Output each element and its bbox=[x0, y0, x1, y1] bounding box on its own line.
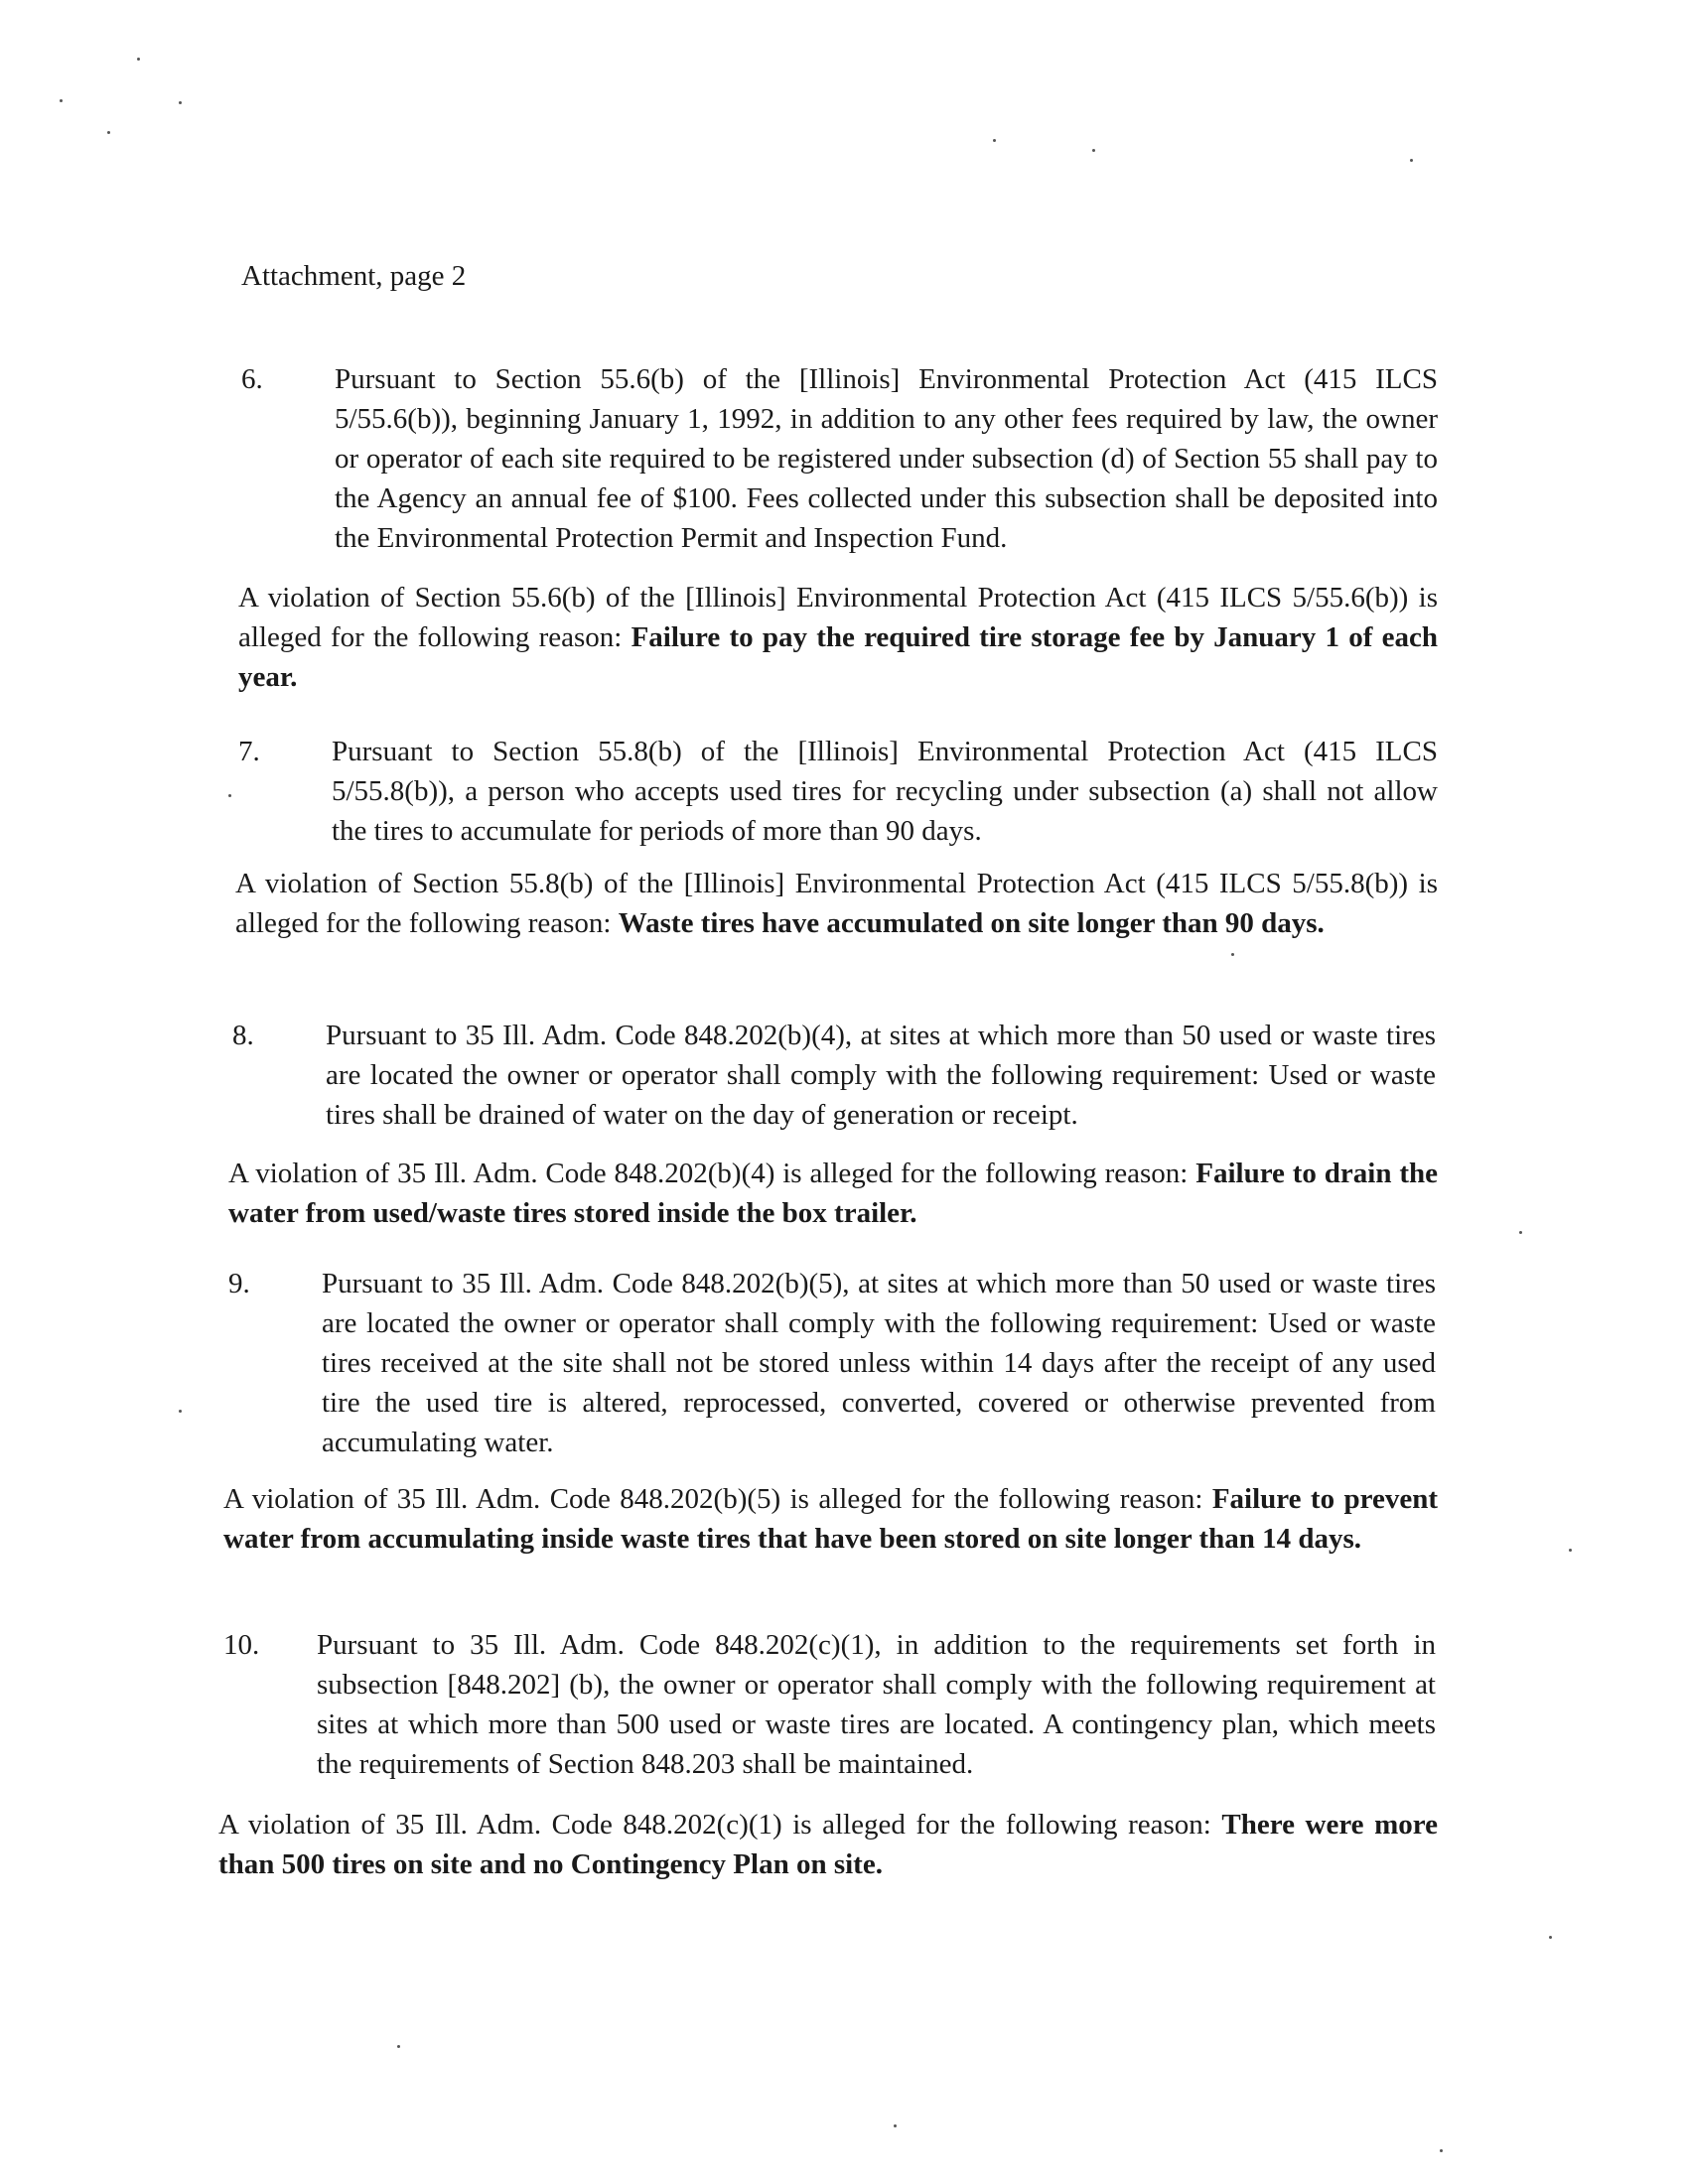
violation-intro: A violation of 35 Ill. Adm. Code 848.202(b)(4) is alleged for the following reason: bbox=[228, 1158, 1189, 1189]
section-7-violation bbox=[235, 864, 1438, 943]
scan-speck bbox=[179, 101, 182, 104]
page-header: Attachment, page 2 bbox=[241, 260, 467, 292]
provision-text: Pursuant to 35 Ill. Adm. Code 848.202(b)(4), at sites at which more than 50 used or waste tires are located the owner or operator shall comply with the following requirement: Used or waste tires shall be drained of water on the day of generation or receipt. bbox=[326, 1020, 1436, 1131]
section-10-violation bbox=[218, 1805, 1438, 1884]
scan-speck bbox=[894, 2124, 897, 2127]
violation-reason: Failure to drain the water from used/waste tires stored inside the box trailer. bbox=[228, 1158, 1438, 1229]
scan-speck bbox=[107, 131, 110, 134]
violation-reason: Failure to pay the required tire storage fee by January 1 of each year. bbox=[238, 621, 1438, 693]
provision-text: Pursuant to 35 Ill. Adm. Code 848.202(b)(5), at sites at which more than 50 used or waste tires are located the owner or operator shall comply with the following requirement: Used or waste tires received at the site shall not be stored unless within 14 days after the receipt of any used tire the used tire is altered, reprocessed, converted, covered or otherwise prevented from accumulating water. bbox=[322, 1268, 1436, 1458]
section-number: 6. bbox=[241, 363, 263, 395]
violation-intro: A violation of Section 55.8(b) of the [Illinois] Environmental Protection Act (415 ILCS 5/55.8(b)) is alleged for the following reason: bbox=[235, 868, 1438, 939]
violation-intro: A violation of 35 Ill. Adm. Code 848.202(b)(5) is alleged for the following reason: bbox=[223, 1483, 1203, 1515]
scan-speck bbox=[397, 2045, 400, 2048]
scan-speck bbox=[179, 1410, 182, 1413]
section-number: 9. bbox=[228, 1268, 250, 1299]
section-8-violation bbox=[228, 1154, 1438, 1233]
provision-text: Pursuant to 35 Ill. Adm. Code 848.202(c)(1), in addition to the requirements set forth in subsection [848.202] (b), the owner or operator shall comply with the following requirement at sites at which more than 500 used or waste tires are located. A contingency plan, which meets the requirements of Section 848.203 shall be maintained. bbox=[317, 1629, 1436, 1780]
scan-speck bbox=[1569, 1549, 1572, 1552]
section-number: 7. bbox=[238, 736, 260, 767]
scan-speck bbox=[228, 794, 231, 797]
scan-speck bbox=[1231, 953, 1234, 956]
scan-speck bbox=[137, 58, 140, 61]
violation-reason: There were more than 500 tires on site and no Contingency Plan on site. bbox=[218, 1809, 1438, 1880]
scan-speck bbox=[1440, 2149, 1443, 2152]
scan-speck bbox=[60, 99, 63, 102]
section-number: 10. bbox=[223, 1629, 260, 1661]
violation-intro: A violation of Section 55.6(b) of the [Illinois] Environmental Protection Act (415 ILCS 5/55.6(b)) is alleged for the following reason: bbox=[238, 582, 1438, 653]
scan-speck bbox=[1092, 149, 1095, 152]
violation-reason: Waste tires have accumulated on site longer than 90 days. bbox=[618, 907, 1325, 939]
section-6-violation bbox=[238, 578, 1438, 697]
section-9-violation bbox=[223, 1479, 1438, 1559]
scan-speck bbox=[1519, 1231, 1522, 1234]
scan-speck bbox=[993, 139, 996, 142]
violation-intro: A violation of 35 Ill. Adm. Code 848.202(c)(1) is alleged for the following reason: bbox=[218, 1809, 1211, 1841]
provision-text: Pursuant to Section 55.6(b) of the [Illinois] Environmental Protection Act (415 ILCS 5/55.6(b)), beginning January 1, 1992, in addition to any other fees required by law, the owner or operator of each site required to be registered under subsection (d) of Section 55 shall pay to the Agency an annual fee of $100. Fees collected under this subsection shall be deposited into the Environmental Protection Permit and Inspection Fund. bbox=[335, 363, 1438, 554]
scan-speck bbox=[1410, 159, 1413, 162]
scan-speck bbox=[1549, 1936, 1552, 1939]
provision-text: Pursuant to Section 55.8(b) of the [Illinois] Environmental Protection Act (415 ILCS 5/55.8(b)), a person who accepts used tires for recycling under subsection (a) shall not allow the tires to accumulate for periods of more than 90 days. bbox=[332, 736, 1438, 847]
section-number: 8. bbox=[232, 1020, 254, 1051]
violation-reason: Failure to prevent water from accumulating inside waste tires that have been stored on site longer than 14 days. bbox=[223, 1483, 1438, 1555]
